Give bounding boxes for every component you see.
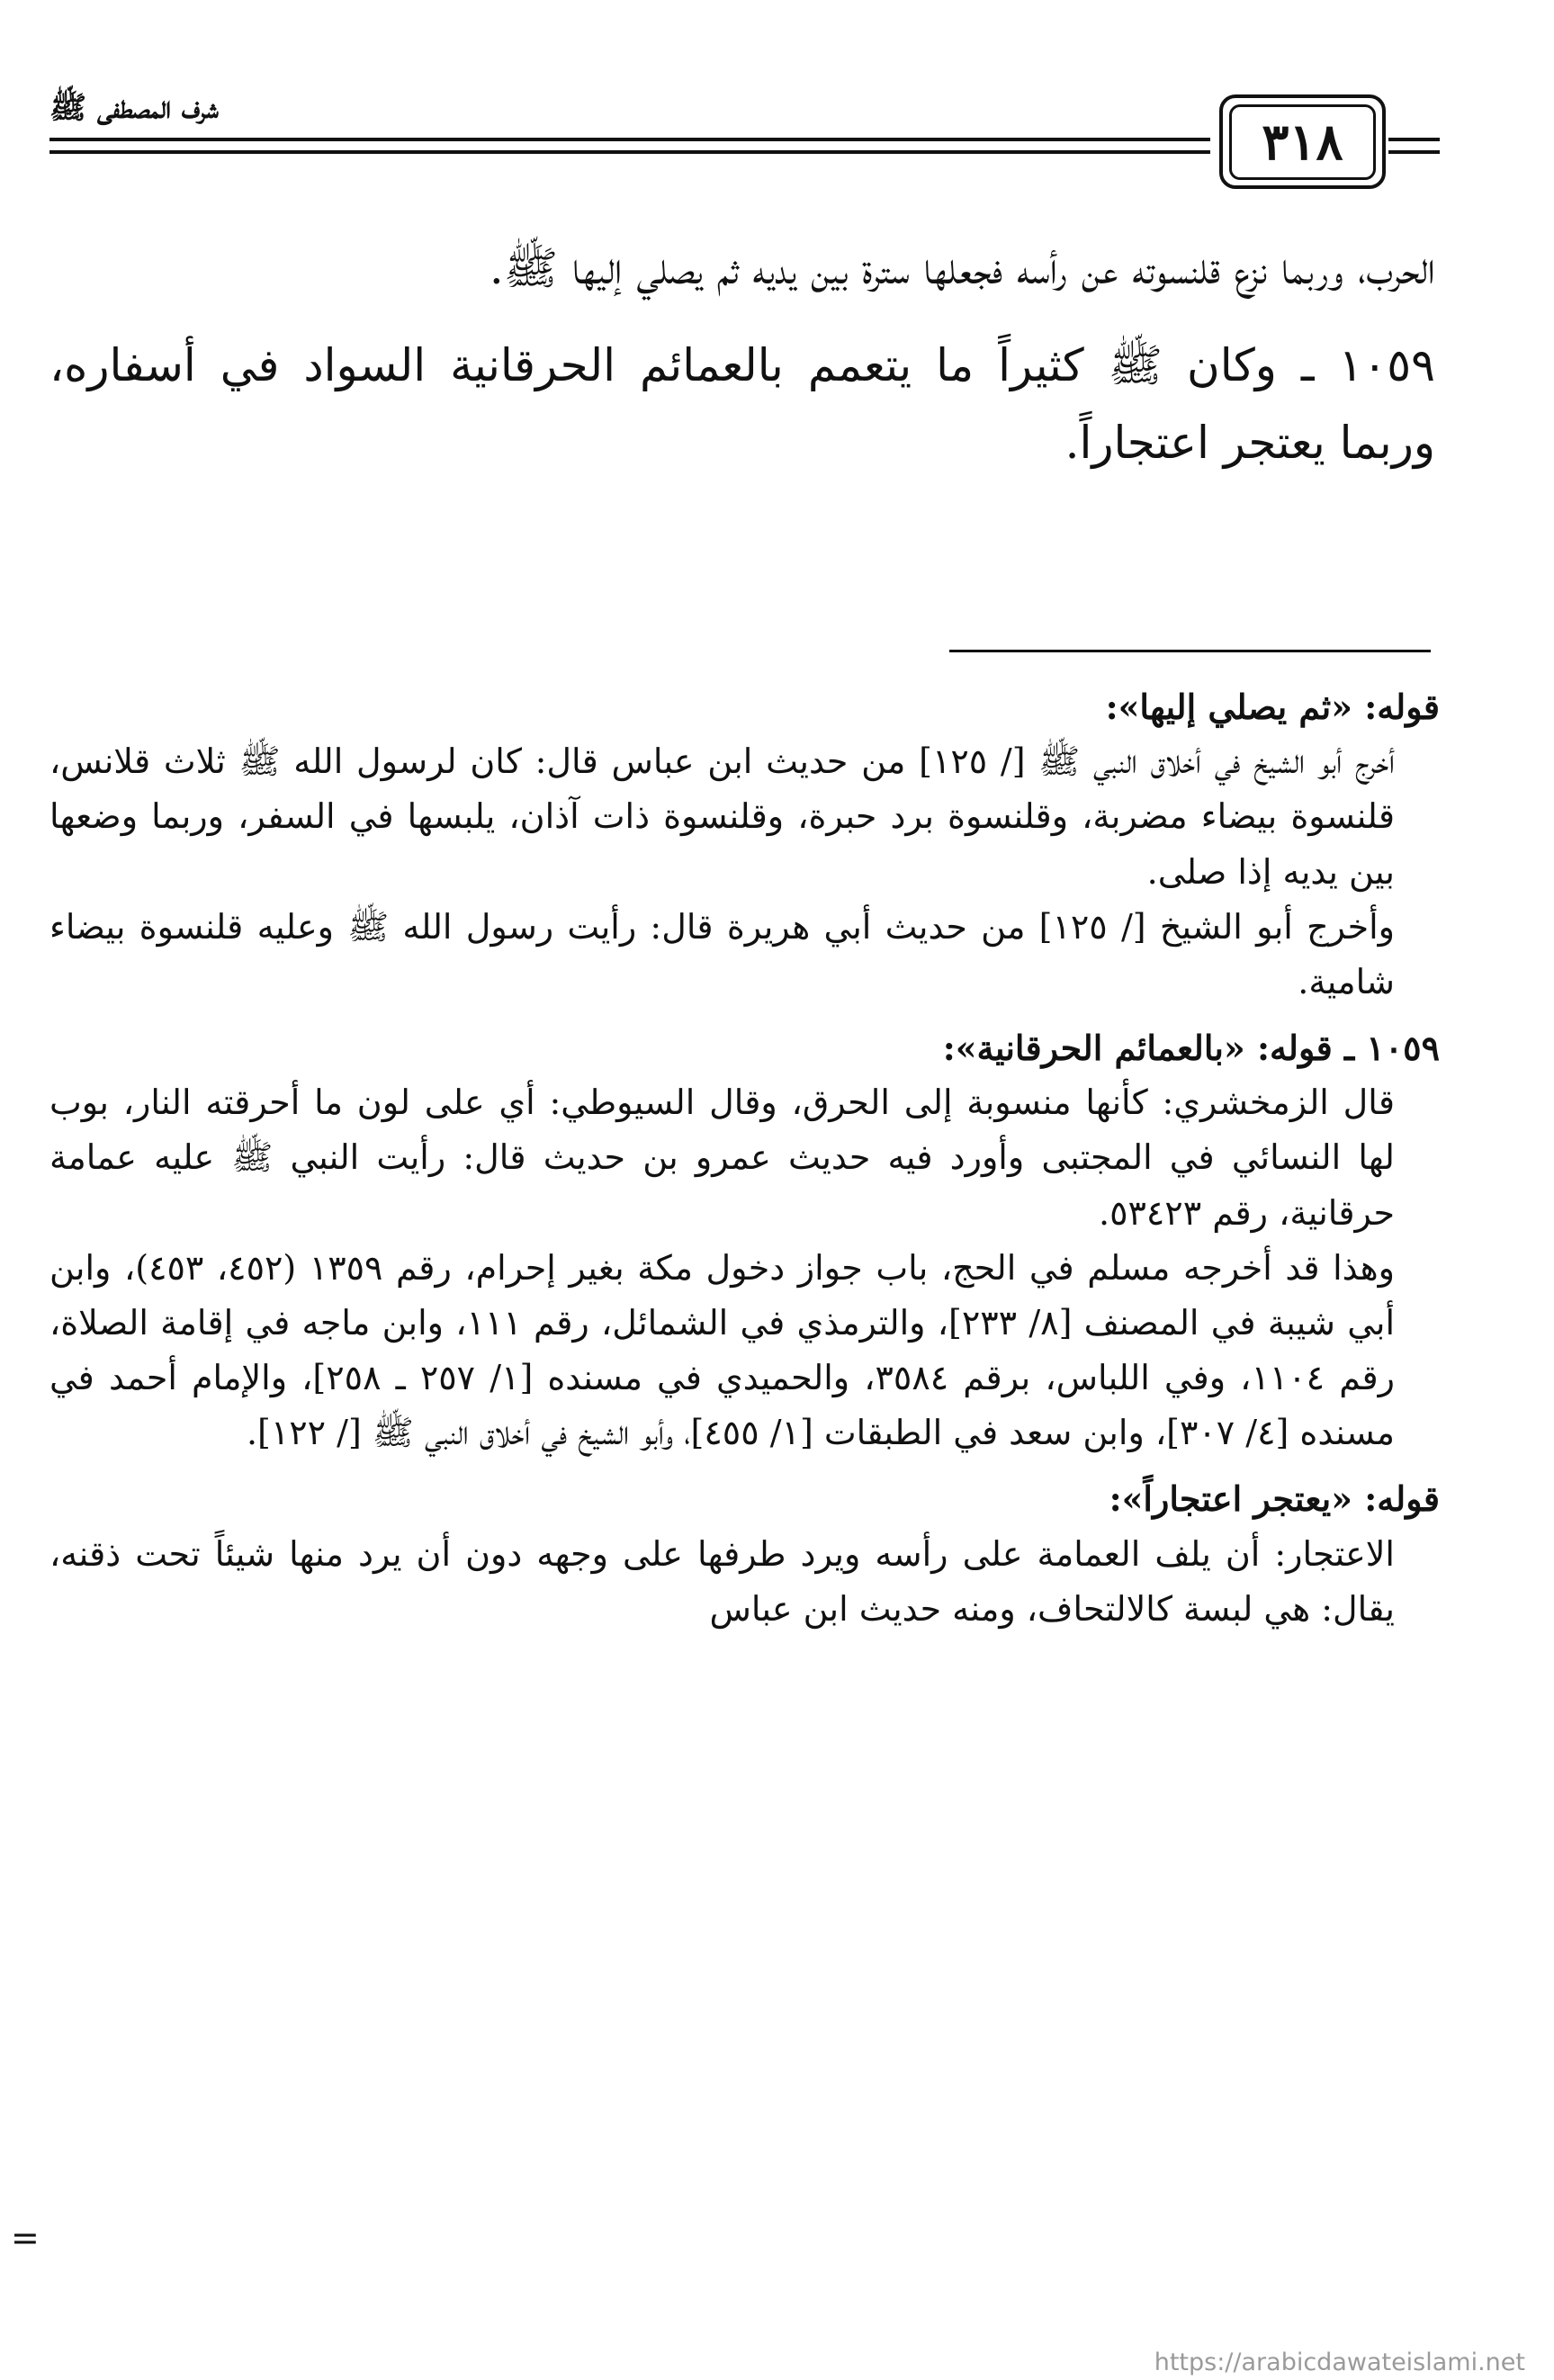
watermark-url: https://arabicdawateislami.net xyxy=(1154,2349,1525,2376)
footnote xyxy=(49,679,1440,1010)
footnotes xyxy=(49,679,1440,1648)
footnote-paragraph: وأخرج أبو الشيخ [/ ١٢٥] من حديث أبي هريرة قال: رأيت رسول الله ﷺ وعليه قلنسوة بيضاء شامية. xyxy=(49,906,1395,1001)
footnote-heading: ١٠٥٩ ـ قوله: «بالعمائم الحرقانية»: xyxy=(942,1028,1440,1069)
footnote-heading: قوله: «يعتجر اعتجاراً»: xyxy=(1109,1478,1440,1520)
page-header xyxy=(49,85,1440,193)
continuation-mark: = xyxy=(11,2218,40,2258)
main-paragraph: ١٠٥٩ ـ وكان ﷺ كثيراً ما يتعمم بالعمائم الحرقانية السواد في أسفاره، وربما يعتجر اعتجاراً. xyxy=(49,339,1435,469)
footnote-body xyxy=(49,1075,1395,1460)
footnote-body xyxy=(49,1527,1395,1637)
header-rule xyxy=(1388,150,1440,154)
footnote-body xyxy=(49,734,1395,1010)
main-text xyxy=(49,229,1435,501)
footnote-paragraph: أخرج أبو الشيخ في أخلاق النبي ﷺ [/ ١٢٥] من حديث ابن عباس قال: كان لرسول الله ﷺ ثلاث قلانس، قلنسوة بيضاء مضربة، وقلنسوة برد حبرة، وقلنسوة ذات آذان، يلبسها في السفر، وربما وضعها بين يديه إذا صلى. xyxy=(49,741,1396,892)
footnote-divider xyxy=(949,650,1431,652)
book-title: شرف المصطفى ﷺ xyxy=(49,90,219,126)
footnote-paragraph: الاعتجار: أن يلف العمامة على رأسه ويرد طرفها على وجهه دون أن يرد منها شيئاً تحت ذقنه، يقال: هي لبسة كالالتحاف، ومنه حديث ابن عباس xyxy=(49,1533,1395,1629)
page-number-frame xyxy=(1219,94,1386,189)
footnote-heading: قوله: «ثم يصلي إليها»: xyxy=(1105,687,1440,727)
footnote-paragraph: وهذا قد أخرجه مسلم في الحج، باب جواز دخول مكة بغير إحرام، رقم ١٣٥٩ (٤٥٢، ٤٥٣)، وابن أبي شيبة في المصنف [٨/ ٢٣٣]، والترمذي في الشمائل، رقم ١١١، وابن ماجه في إقامة الصلاة، رقم ١١٠٤، وفي اللباس، برقم ٣٥٨٤، والحميدي في مسنده [١/ ٢٥٧ ـ ٢٥٨]، والإمام أحمد في مسنده [٤/ ٣٠٧]، وابن سعد في الطبقات [١/ ٤٥٥]، وأبو الشيخ في أخلاق النبي ﷺ [/ ١٢٢]. xyxy=(49,1247,1396,1453)
footnote xyxy=(49,1471,1440,1637)
footnote-paragraph: قال الزمخشري: كأنها منسوبة إلى الحرق، وقال السيوطي: أي على لون ما أحرقته النار، بوب لها النسائي في المجتبى وأورد فيه حديث عمرو بن حديث قال: رأيت النبي ﷺ عليه عمامة حرقانية، رقم ٥٣٤٢٣. xyxy=(49,1082,1395,1233)
header-rule xyxy=(49,138,1210,141)
main-paragraph: الحرب، وربما نزع قلنسوته عن رأسه فجعلها سترة بين يديه ثم يصلي إليها ﷺ. xyxy=(489,242,1435,294)
header-rule xyxy=(1388,138,1440,141)
footnote xyxy=(49,1020,1440,1460)
header-rule xyxy=(49,150,1210,154)
page-number: ٣١٨ xyxy=(1229,104,1376,180)
